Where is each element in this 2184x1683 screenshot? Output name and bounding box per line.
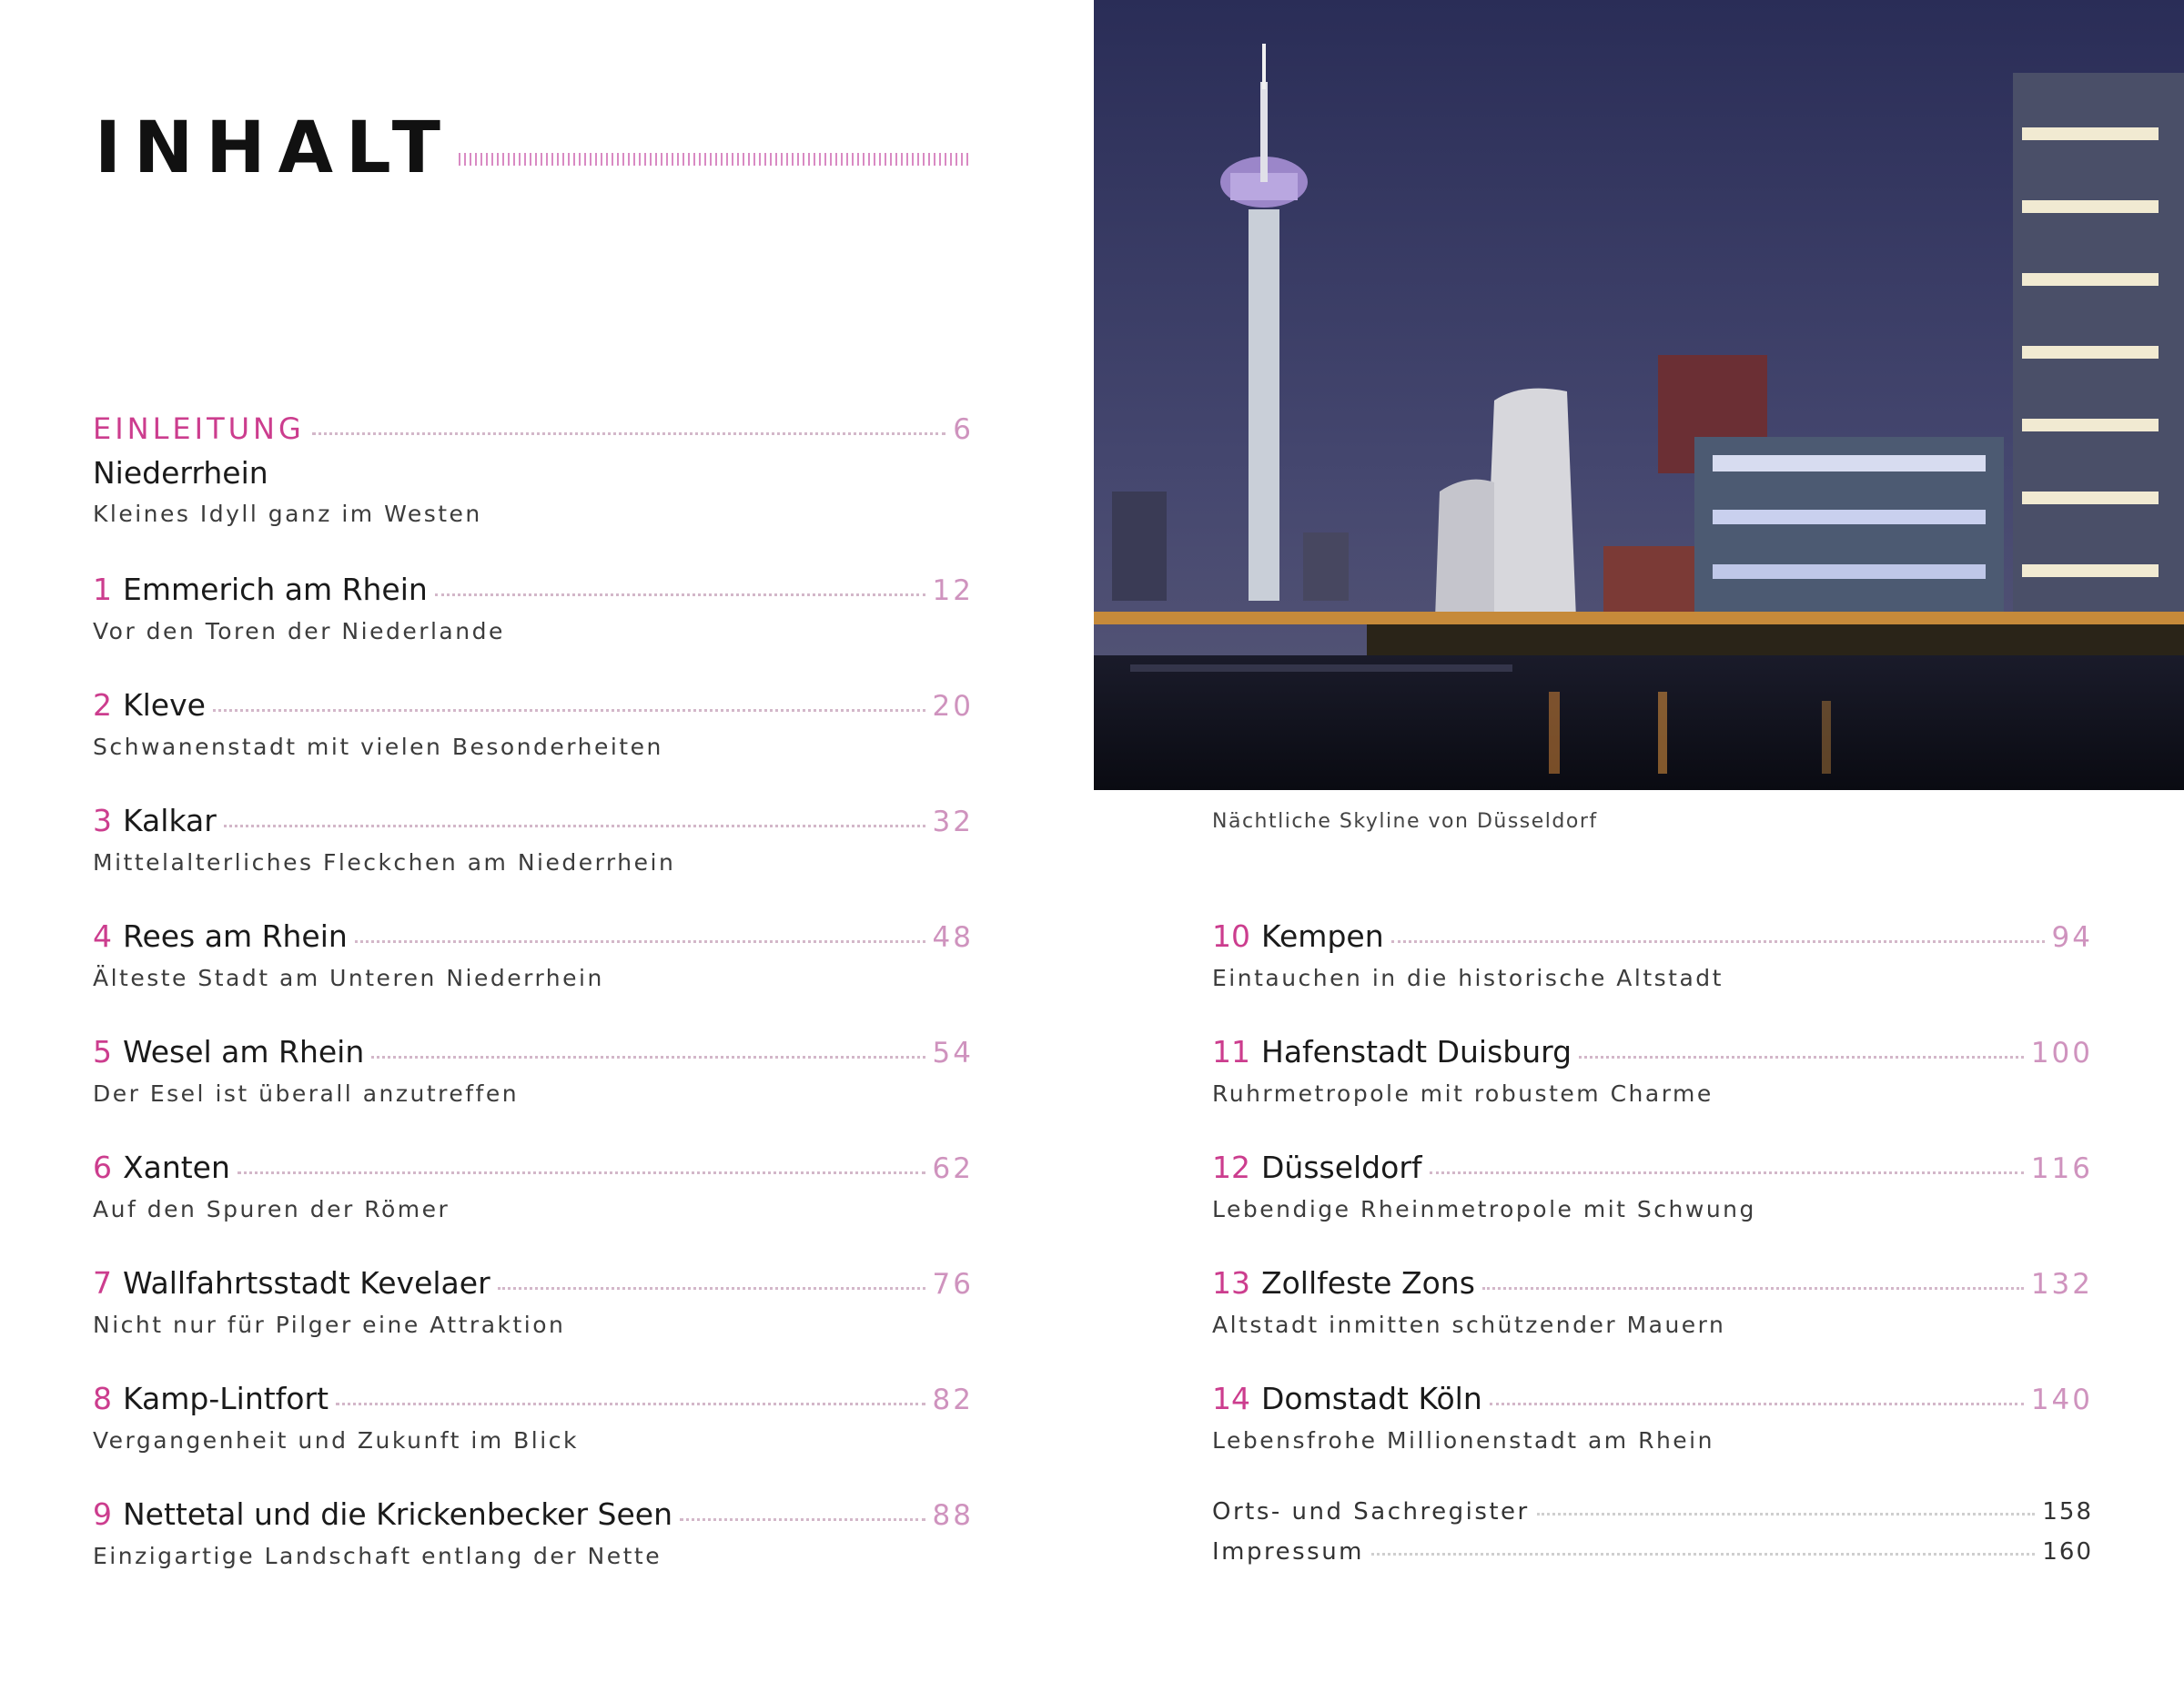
chapter-subtitle: Eintauchen in die historische Altstadt [1212, 965, 1724, 991]
title-decorative-rule [459, 153, 972, 166]
toc-entry-chapter-12[interactable] [1212, 1150, 2093, 1222]
toc-entry-intro[interactable] [93, 411, 974, 446]
leader-dots [1482, 1287, 2024, 1290]
chapter-name: Hafenstadt Duisburg [1261, 1034, 1572, 1070]
chapter-subtitle: Schwanenstadt mit vielen Besonderheiten [93, 734, 663, 760]
chapter-number: 12 [1212, 1150, 1250, 1185]
leader-dots [213, 709, 925, 712]
toc-entry-chapter-11[interactable] [1212, 1034, 2093, 1107]
toc-entry-chapter-8[interactable] [93, 1381, 974, 1454]
chapter-name: Nettetal und die Krickenbecker Seen [123, 1496, 672, 1532]
leader-dots [371, 1056, 925, 1059]
chapter-page-number: 132 [2030, 1268, 2093, 1301]
toc-entry-impressum[interactable] [1212, 1538, 2093, 1566]
chapter-name: Kempen [1261, 918, 1384, 954]
leader-dots [238, 1171, 925, 1174]
photo-caption: Nächtliche Skyline von Düsseldorf [1212, 810, 1598, 833]
toc-entry-register[interactable] [1212, 1498, 2093, 1526]
chapter-page-number: 20 [932, 690, 974, 723]
chapter-name: Kamp-Lintfort [123, 1381, 329, 1416]
chapter-page-number: 116 [2030, 1152, 2093, 1185]
leader-dots [224, 825, 925, 827]
chapter-page-number: 100 [2030, 1037, 2093, 1070]
chapter-number: 13 [1212, 1265, 1250, 1301]
leader-dots [498, 1287, 925, 1290]
toc-entry-chapter-5[interactable] [93, 1034, 974, 1107]
chapter-page-number: 76 [932, 1268, 974, 1301]
chapter-subtitle: Lebendige Rheinmetropole mit Schwung [1212, 1196, 1756, 1222]
chapter-page-number: 140 [2030, 1384, 2093, 1416]
chapter-name: Wallfahrtsstadt Kevelaer [123, 1265, 490, 1301]
chapter-subtitle: Altstadt inmitten schützender Mauern [1212, 1312, 1726, 1338]
chapter-subtitle: Auf den Spuren der Römer [93, 1196, 450, 1222]
toc-entry-chapter-3[interactable] [93, 803, 974, 876]
chapter-name: Rees am Rhein [123, 918, 348, 954]
chapter-page-number: 62 [932, 1152, 974, 1185]
leader-dots [1430, 1171, 2024, 1174]
chapter-page-number: 82 [932, 1384, 974, 1416]
intro-label: EINLEITUNG [93, 411, 305, 446]
chapter-page-number: 54 [932, 1037, 974, 1070]
leader-dots [1371, 1553, 2035, 1556]
chapter-subtitle: Nicht nur für Pilger eine Attraktion [93, 1312, 566, 1338]
appendix-name: Impressum [1212, 1538, 1365, 1566]
chapter-subtitle: Ruhrmetropole mit robustem Charme [1212, 1080, 1714, 1107]
leader-dots [1537, 1513, 2036, 1516]
chapter-name: Xanten [123, 1150, 230, 1185]
chapter-subtitle: Mittelalterliches Fleckchen am Niederrhein [93, 849, 676, 876]
chapter-name: Wesel am Rhein [123, 1034, 365, 1070]
skyline-photo [1094, 0, 2184, 790]
appendix-page-number: 158 [2042, 1498, 2093, 1526]
toc-entry-chapter-1[interactable] [93, 572, 974, 644]
leader-dots [1391, 940, 2045, 943]
toc-entry-chapter-7[interactable] [93, 1265, 974, 1338]
toc-entry-chapter-14[interactable] [1212, 1381, 2093, 1454]
leader-dots [1490, 1403, 2024, 1405]
chapter-name: Düsseldorf [1261, 1150, 1422, 1185]
chapter-page-number: 12 [932, 574, 974, 607]
toc-entry-chapter-10[interactable] [1212, 918, 2093, 991]
chapter-page-number: 94 [2051, 921, 2093, 954]
chapter-number: 14 [1212, 1381, 1250, 1416]
chapter-name: Domstadt Köln [1261, 1381, 1482, 1416]
chapter-page-number: 32 [932, 806, 974, 838]
chapter-subtitle: Vergangenheit und Zukunft im Blick [93, 1427, 579, 1454]
chapter-number: 1 [93, 572, 112, 607]
toc-entry-chapter-13[interactable] [1212, 1265, 2093, 1338]
chapter-subtitle: Vor den Toren der Niederlande [93, 618, 505, 644]
intro-subtitle: Kleines Idyll ganz im Westen [93, 501, 482, 527]
leader-dots [1579, 1056, 2024, 1059]
chapter-name: Zollfeste Zons [1261, 1265, 1475, 1301]
toc-entry-chapter-2[interactable] [93, 687, 974, 760]
leader-dots [336, 1403, 925, 1405]
chapter-number: 7 [93, 1265, 112, 1301]
chapter-number: 10 [1212, 918, 1250, 954]
page-title: INHALT [95, 107, 453, 189]
toc-entry-chapter-9[interactable] [93, 1496, 974, 1569]
chapter-number: 3 [93, 803, 112, 838]
chapter-subtitle: Einzigartige Landschaft entlang der Nette [93, 1543, 662, 1569]
chapter-number: 8 [93, 1381, 112, 1416]
chapter-page-number: 48 [932, 921, 974, 954]
chapter-subtitle: Älteste Stadt am Unteren Niederrhein [93, 965, 604, 991]
chapter-name: Kalkar [123, 803, 217, 838]
chapter-number: 4 [93, 918, 112, 954]
intro-title: Niederrhein [93, 455, 268, 491]
chapter-number: 6 [93, 1150, 112, 1185]
leader-dots [435, 593, 925, 596]
leader-dots [355, 940, 925, 943]
chapter-number: 5 [93, 1034, 112, 1070]
chapter-page-number: 88 [932, 1499, 974, 1532]
chapter-subtitle: Der Esel ist überall anzutreffen [93, 1080, 520, 1107]
intro-page-number: 6 [953, 413, 974, 446]
chapter-number: 2 [93, 687, 112, 723]
chapter-name: Emmerich am Rhein [123, 572, 428, 607]
chapter-name: Kleve [123, 687, 206, 723]
chapter-subtitle: Lebensfrohe Millionenstadt am Rhein [1212, 1427, 1714, 1454]
appendix-name: Orts- und Sachregister [1212, 1498, 1530, 1526]
toc-entry-chapter-4[interactable] [93, 918, 974, 991]
chapter-number: 11 [1212, 1034, 1250, 1070]
leader-dots [312, 432, 945, 435]
leader-dots [680, 1518, 925, 1521]
toc-entry-chapter-6[interactable] [93, 1150, 974, 1222]
chapter-number: 9 [93, 1496, 112, 1532]
appendix-page-number: 160 [2042, 1538, 2093, 1566]
